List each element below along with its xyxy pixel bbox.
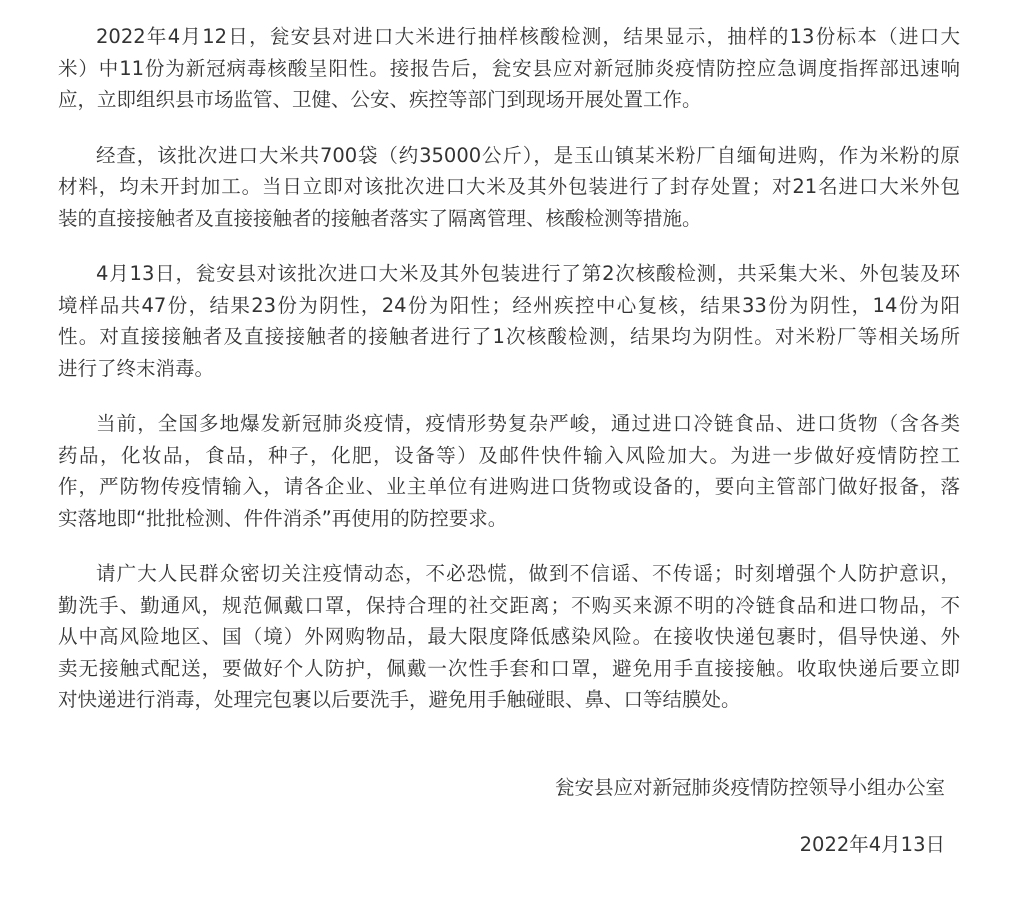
text-line: 当前，全国多地爆发新冠肺炎疫情，疫情形势复杂严峻，通过进口冷链食品、进口货物（含各类	[96, 412, 960, 435]
text-line: 4月13日，瓮安县对该批次进口大米及其外包装进行了第2次核酸检测，共采集大米、外包装及环	[96, 262, 960, 285]
text-line: 从中高风险地区、国（境）外网购物品，最大限度降低感染风险。在接收快递包裹时，倡导快递、外	[58, 625, 960, 648]
text-line: 请广大人民群众密切关注疫情动态，不必恐慌，做到不信谣、不传谣；时刻增强个人防护意识，	[96, 562, 960, 585]
text-line: 药品，化妆品，食品，种子，化肥，设备等）及邮件快件输入风险加大。为进一步做好疫情防控工	[58, 443, 960, 467]
notice-body	[58, 21, 960, 740]
text-line: 应，立即组织县市场监管、卫健、公安、疾控等部门到现场开展处置工作。	[58, 88, 702, 111]
text-line: 作，严防物传疫情输入，请各企业、业主单位有进购进口货物或设备的，要向主管部门做好报备，落	[58, 475, 960, 498]
text-line: 勤洗手、勤通风，规范佩戴口罩，保持合理的社交距离；不购买来源不明的冷链食品和进口物品，不	[58, 593, 960, 617]
paragraph-4	[58, 408, 960, 534]
paragraph-3	[58, 258, 960, 384]
signature-date: 2022年4月13日	[799, 833, 945, 856]
paragraph-1	[58, 21, 960, 116]
text-line: 卖无接触式配送，要做好个人防护，佩戴一次性手套和口罩，避免用手直接接触。收取快递后要立即	[58, 656, 960, 680]
text-line: 米）中11份为新冠病毒核酸呈阳性。接报告后，瓮安县应对新冠肺炎疫情防控应急调度指挥部迅速响	[58, 56, 960, 80]
signature-organization: 瓮安县应对新冠肺炎疫情防控领导小组办公室	[554, 776, 945, 799]
text-line: 对快递进行消毒，处理完包裹以后要洗手，避免用手触碰眼、鼻、口等结膜处。	[58, 688, 741, 711]
text-line: 性。对直接接触者及直接接触者的接触者进行了1次核酸检测，结果均为阴性。对米粉厂等相关场所	[58, 325, 960, 348]
text-line: 进行了终末消毒。	[58, 356, 215, 380]
paragraph-2	[58, 140, 960, 235]
text-line: 材料，均未开封加工。当日立即对该批次进口大米及其外包装进行了封存处置；对21名进口大米外包	[58, 175, 960, 198]
text-line: 实落地即“批批检测、件件消杀”再使用的防控要求。	[58, 506, 508, 530]
text-line: 装的直接接触者及直接接触者的接触者落实了隔离管理、核酸检测等措施。	[58, 206, 702, 230]
paragraph-5	[58, 558, 960, 716]
text-line: 2022年4月12日，瓮安县对进口大米进行抽样核酸检测，结果显示，抽样的13份标本（进口大	[96, 25, 960, 48]
text-line: 经查，该批次进口大米共700袋（约35000公斤），是玉山镇某米粉厂自缅甸进购，作为米粉的原	[96, 143, 960, 167]
text-line: 境样品共47份，结果23份为阴性，24份为阳性；经州疾控中心复核，结果33份为阴性，14份为阳	[58, 293, 960, 317]
